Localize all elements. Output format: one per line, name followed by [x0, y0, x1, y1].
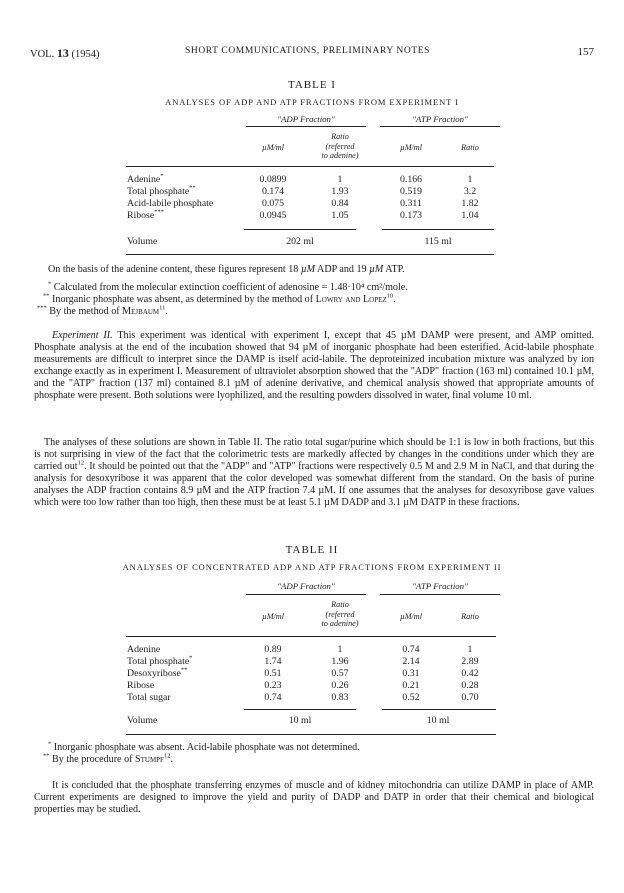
table2-volume-adp: 10 ml: [288, 715, 312, 726]
table1-col-um2: µM/ml: [400, 143, 422, 152]
row-label-text: Desoxyribose: [127, 668, 181, 679]
experiment-heading: Experiment II.: [52, 330, 113, 341]
row-label-text: Total sugar: [127, 692, 171, 703]
table-cell: 0.57: [331, 668, 349, 679]
cited-author: Mejbaum: [122, 306, 160, 317]
table-cell: 0.74: [402, 644, 420, 655]
table2-volume-atp: 10 ml: [426, 715, 450, 726]
table-cell: 0.23: [264, 680, 282, 691]
row-label-text: Acid-labile phosphate: [127, 198, 214, 209]
table1-group-adp: "ADP Fraction": [277, 114, 335, 124]
table-cell: 1: [337, 174, 343, 185]
table-cell: 0.74: [264, 692, 282, 703]
table1-col-um: µM/ml: [262, 143, 284, 152]
table2-footnote-2: [43, 754, 173, 766]
footnote-text: Calculated from the molecular extinction coefficient of adenosine = 1.48·10⁴ cm²/mole.: [53, 282, 408, 293]
table2-bottom-rule: [126, 734, 496, 735]
table-cell: 0.84: [331, 198, 349, 209]
cited-author: Stumpf: [135, 754, 164, 765]
table-cell: 2.14: [402, 656, 420, 667]
footnote-text: .: [170, 754, 173, 765]
table-cell: 1.74: [264, 656, 282, 667]
paragraph-text: This experiment was identical with experiment I, except that 45 µM DAMP were present, and AMP omitted. Phosphate analysis at the end of the incubation showed that 94 µM of inorganic phosphate had been esterified. Acid-labile phosphate measurements are difficult to interpret since the DAMP is itself acid-labile. The deproteinized incubation mixture was analyzed by ion exchange exactly as in experiment I. Measurement of ultraviolet absorption showed that the "ADP" fraction (163 ml) contained 10.1 µM, and the "ATP" fraction (137 ml) contained 8.1 µM of adenine derivative, and chemical analysis showed that appropriate amounts of phosphate were present. Both solutions were lyophilized, and the resulting powders dissolved in water, final volume 10 ml.: [34, 330, 595, 401]
table-cell: 1.04: [461, 210, 479, 221]
footnote-mark: *: [160, 172, 164, 180]
footnote-mark: **: [189, 184, 196, 192]
table2-col-ratio: [300, 600, 380, 629]
table2-col-um2: µM/ml: [400, 612, 422, 621]
reference-number: 12: [163, 752, 171, 760]
table2-col-ratio-line1: Ratio: [331, 600, 349, 609]
table-cell: 0.51: [264, 668, 282, 679]
table-cell: 0.075: [261, 198, 285, 209]
table-cell: 1: [467, 174, 473, 185]
volume-number: 13: [56, 46, 69, 60]
table-cell: 0.0899: [259, 174, 287, 185]
footnote-mark: *: [189, 654, 193, 662]
row-label-text: Ribose: [127, 210, 155, 221]
table-cell: 1.82: [461, 198, 479, 209]
footnote-mark: **: [43, 292, 50, 300]
table-cell: 0.21: [402, 680, 420, 691]
summary-text: On the basis of the adenine content, these figures represent 18: [48, 264, 301, 275]
table2-col-ratio-line3: to adenine): [321, 619, 359, 628]
reference-number: 10: [386, 292, 394, 300]
row-label-text: Adenine: [127, 174, 161, 185]
table1-volume-adp: 202 ml: [286, 236, 314, 247]
table-row-label: [127, 668, 187, 679]
table-cell: 0.89: [264, 644, 282, 655]
footnote-mark: **: [43, 752, 50, 760]
summary-text: ATP.: [383, 264, 405, 275]
footnote-text: .: [165, 306, 168, 317]
table2-footnote-1: [48, 742, 360, 754]
footnote-text: Inorganic phosphate was absent, as determined by the method of: [52, 294, 316, 305]
footnote-mark: ***: [37, 304, 47, 312]
cited-authors: Lowry and Lopez: [315, 294, 387, 305]
table2-volume-rule-atp: [382, 709, 496, 710]
footnote-mark: **: [180, 666, 188, 674]
footnote-text: By the procedure of: [52, 754, 135, 765]
table2-col-ratio-line2: (referred: [325, 609, 355, 619]
table-cell: 1.05: [331, 210, 349, 221]
table-cell: 0.28: [461, 680, 479, 691]
table1-col-ratio2: Ratio: [461, 143, 479, 152]
table-row-label: [127, 680, 154, 691]
table-cell: 0.173: [399, 210, 423, 221]
table1-group-atp: "ATP Fraction": [412, 114, 468, 124]
table-cell: 0.42: [461, 668, 479, 679]
table2-group-rule-adp: [246, 594, 366, 595]
volume-year: (1954): [71, 49, 100, 60]
table-cell: 1.96: [331, 656, 349, 667]
table1-caption: TABLE I: [288, 79, 336, 91]
reference-number: 11: [159, 304, 166, 312]
footnote-text: Inorganic phosphate was absent. Acid-labile phosphate was not determined.: [53, 742, 360, 753]
table-cell: 2.89: [461, 656, 479, 667]
volume-prefix: VOL.: [30, 49, 55, 60]
footnote-mark: *: [48, 740, 52, 748]
table-cell: 0.166: [399, 174, 423, 185]
table2-group-adp: "ADP Fraction": [277, 581, 335, 591]
table2-volume-rule-adp: [244, 709, 356, 710]
table1-volume-atp: 115 ml: [424, 236, 452, 247]
row-label-text: Total phosphate: [127, 656, 190, 667]
row-label-text: Total phosphate: [127, 186, 190, 197]
reference-number: 12: [77, 459, 85, 467]
table2-subtitle: ANALYSES OF CONCENTRATED ADP AND ATP FRACTIONS FROM EXPERIMENT II: [122, 562, 502, 572]
page-number: 157: [577, 46, 594, 58]
table2-volume-label: Volume: [127, 715, 158, 726]
table-cell: 0.0945: [259, 210, 287, 221]
summary-unit: µM: [300, 264, 316, 275]
row-label-text: Ribose: [127, 680, 155, 691]
table2-header-rule: [126, 636, 496, 637]
table1-subtitle: ANALYSES OF ADP AND ATP FRACTIONS FROM EXPERIMENT I: [165, 97, 459, 107]
table2-caption: TABLE II: [285, 544, 339, 556]
table1-col-ratio-line3: to adenine): [321, 151, 359, 160]
table2-group-rule-atp: [380, 594, 500, 595]
table-cell: 1: [467, 644, 473, 655]
table-cell: 0.70: [461, 692, 479, 703]
table-row-label: [127, 644, 160, 655]
summary-unit: µM: [369, 264, 384, 275]
table1-col-ratio-line2: (referred: [325, 141, 355, 151]
footnote-mark: *: [48, 280, 52, 288]
table-cell: 0.174: [261, 186, 285, 197]
footnote-text: .: [393, 294, 396, 305]
row-label-text: Adenine: [127, 644, 161, 655]
table-cell: 1.93: [331, 186, 349, 197]
table2-col-ratio2: Ratio: [461, 612, 479, 621]
table-cell: 0.52: [402, 692, 420, 703]
footnote-text: By the method of: [49, 306, 123, 317]
table-cell: 0.311: [400, 198, 422, 209]
section-title: SHORT COMMUNICATIONS, PRELIMINARY NOTES: [185, 46, 431, 56]
paragraph-text: The analyses of these solutions are shown in Table II. The ratio total sugar/purine which should be 1:1 is low in both fractions, but this is not surprising in view of the fact that the colorimetric tests are markedly affected by changes in the conditions under which they are carried out: [34, 437, 594, 472]
table-cell: 1: [337, 644, 343, 655]
table-cell: 0.31: [402, 668, 420, 679]
table2-group-atp: "ATP Fraction": [412, 581, 468, 591]
table1-volume-label: Volume: [127, 236, 158, 247]
paragraph-text: . It should be pointed out that the "ADP" and "ATP" fractions were respectively 0.5 M and 2.9 M in NaCl, and that during the analysis for desoxyribose it was apparent that the color developed was somewhat different from the standard. On the basis of purine analyses the ADP fraction contains 8.9 µM and the ATP fraction 7.4 µM. If one assumes that the analyses for desoxyribose gave values which were too low rather than too high, then these must be at least 5.1 µM DADP and 3.1 µM DATP in these fractions.: [34, 460, 594, 508]
table-cell: 0.83: [331, 692, 349, 703]
table1-col-ratio-line1: Ratio: [331, 132, 349, 141]
table-cell: 0.519: [399, 186, 423, 197]
table-row-label: [127, 692, 171, 703]
summary-text: ADP and 19: [315, 264, 370, 275]
footnote-mark: ***: [154, 208, 164, 216]
table-cell: 0.26: [331, 680, 349, 691]
table2-col-um: µM/ml: [262, 612, 284, 621]
table-cell: 3.2: [463, 186, 477, 197]
conclusion-paragraph: It is concluded that the phosphate transferring enzymes of muscle and of kidney mitochondria can utilize DAMP in place of AMP. Current experiments are designed to improve the yield and purity of DADP and DATP in order that their chemical and biological properties may be studied.: [34, 780, 594, 815]
table-row-label: [127, 656, 192, 667]
